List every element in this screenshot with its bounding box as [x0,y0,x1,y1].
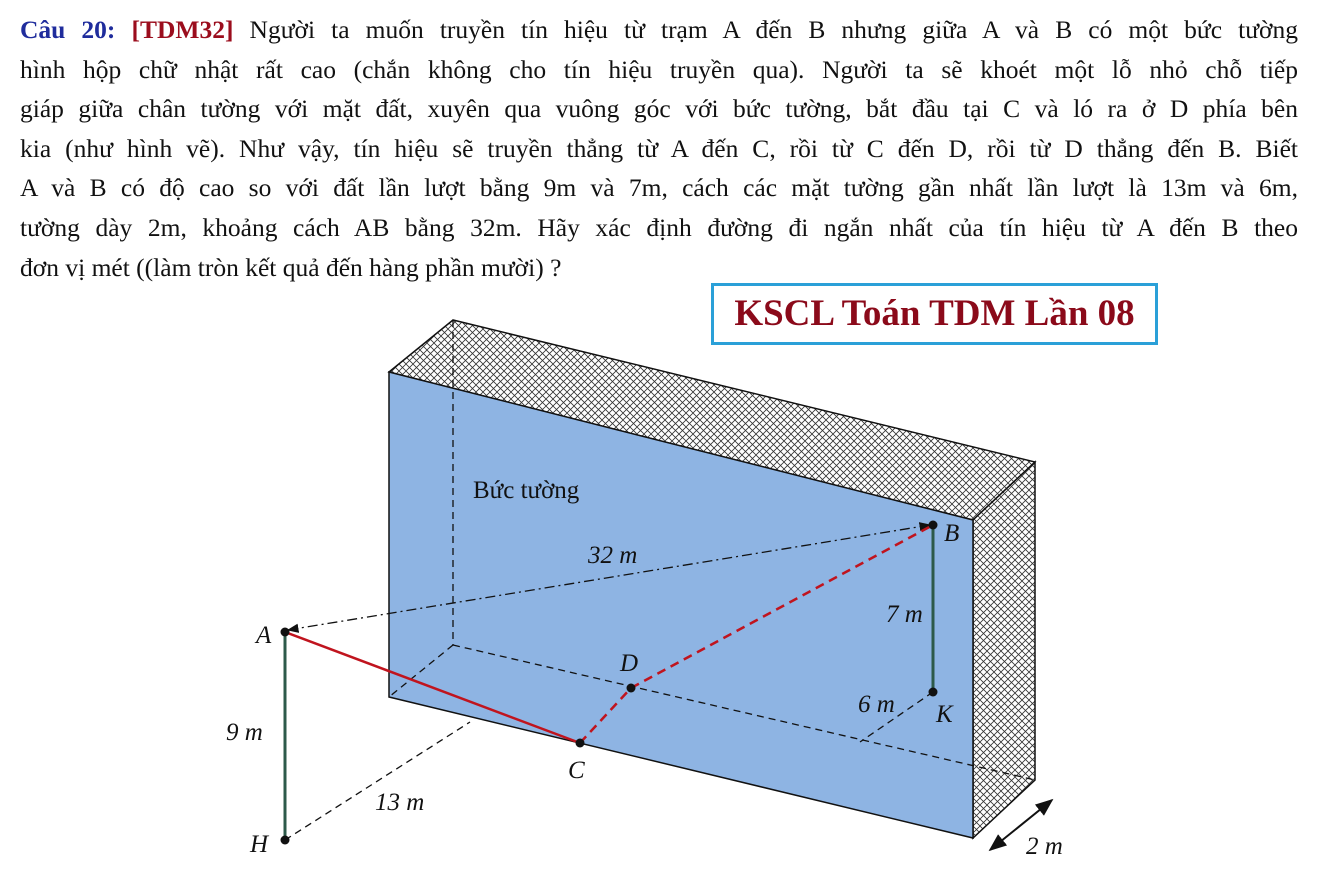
question-number: Câu 20: [20,15,116,44]
wall-side-face [973,462,1035,838]
a-distance-measure: 13 m [375,789,425,816]
point-d-label: D [620,650,639,677]
point-h-label: H [250,831,269,858]
wall-label: Bức tường [473,477,580,504]
point-a-label: A [256,622,272,649]
point-b-label: B [944,520,960,547]
b-height-measure: 7 m [886,601,923,628]
question-line-6: tường dày 2m, khoảng cách AB bằng 32m. Hãy xác định đường đi ngắn nhất của tín hiệu từ A đến B theo [20,212,1298,242]
question-line-4: kia (như hình vẽ). Như vậy, tín hiệu sẽ truyền thẳng từ A đến C, rồi từ C đến D, rồi từ D thẳng đến B. Biết [20,133,1298,163]
question-tag: [TDM32] [131,15,234,44]
point-c-label: C [568,757,585,784]
question-line-text: Người ta muốn truyền tín hiệu từ trạm A đến B nhưng giữa A và B có một bức tường [233,15,1299,44]
thickness-measure: 2 m [1026,833,1063,860]
question-line-5: A và B có độ cao so với đất lần lượt bằng 9m và 7m, cách các mặt tường gần nhất lần lượt là 13m và 6m, [20,173,1298,203]
b-distance-measure: 6 m [858,691,895,718]
ab-measure: 32 m [588,542,638,569]
question-line-7: đơn vị mét ((làm tròn kết quả đến hàng phần mười) ? [20,252,562,282]
question-line-3: giáp giữa chân tường với mặt đất, xuyên qua vuông góc với bức tường, bắt đầu tại C và ló ra ở D phía bên [20,94,1298,124]
exam-badge: KSCL Toán TDM Lần 08 [711,283,1158,345]
point-k-label: K [936,701,953,728]
question-line-2: hình hộp chữ nhật rất cao (chắn không cho tín hiệu truyền qua). Người ta sẽ khoét một lỗ nhỏ chỗ tiếp [20,54,1298,84]
a-height-measure: 9 m [226,719,263,746]
